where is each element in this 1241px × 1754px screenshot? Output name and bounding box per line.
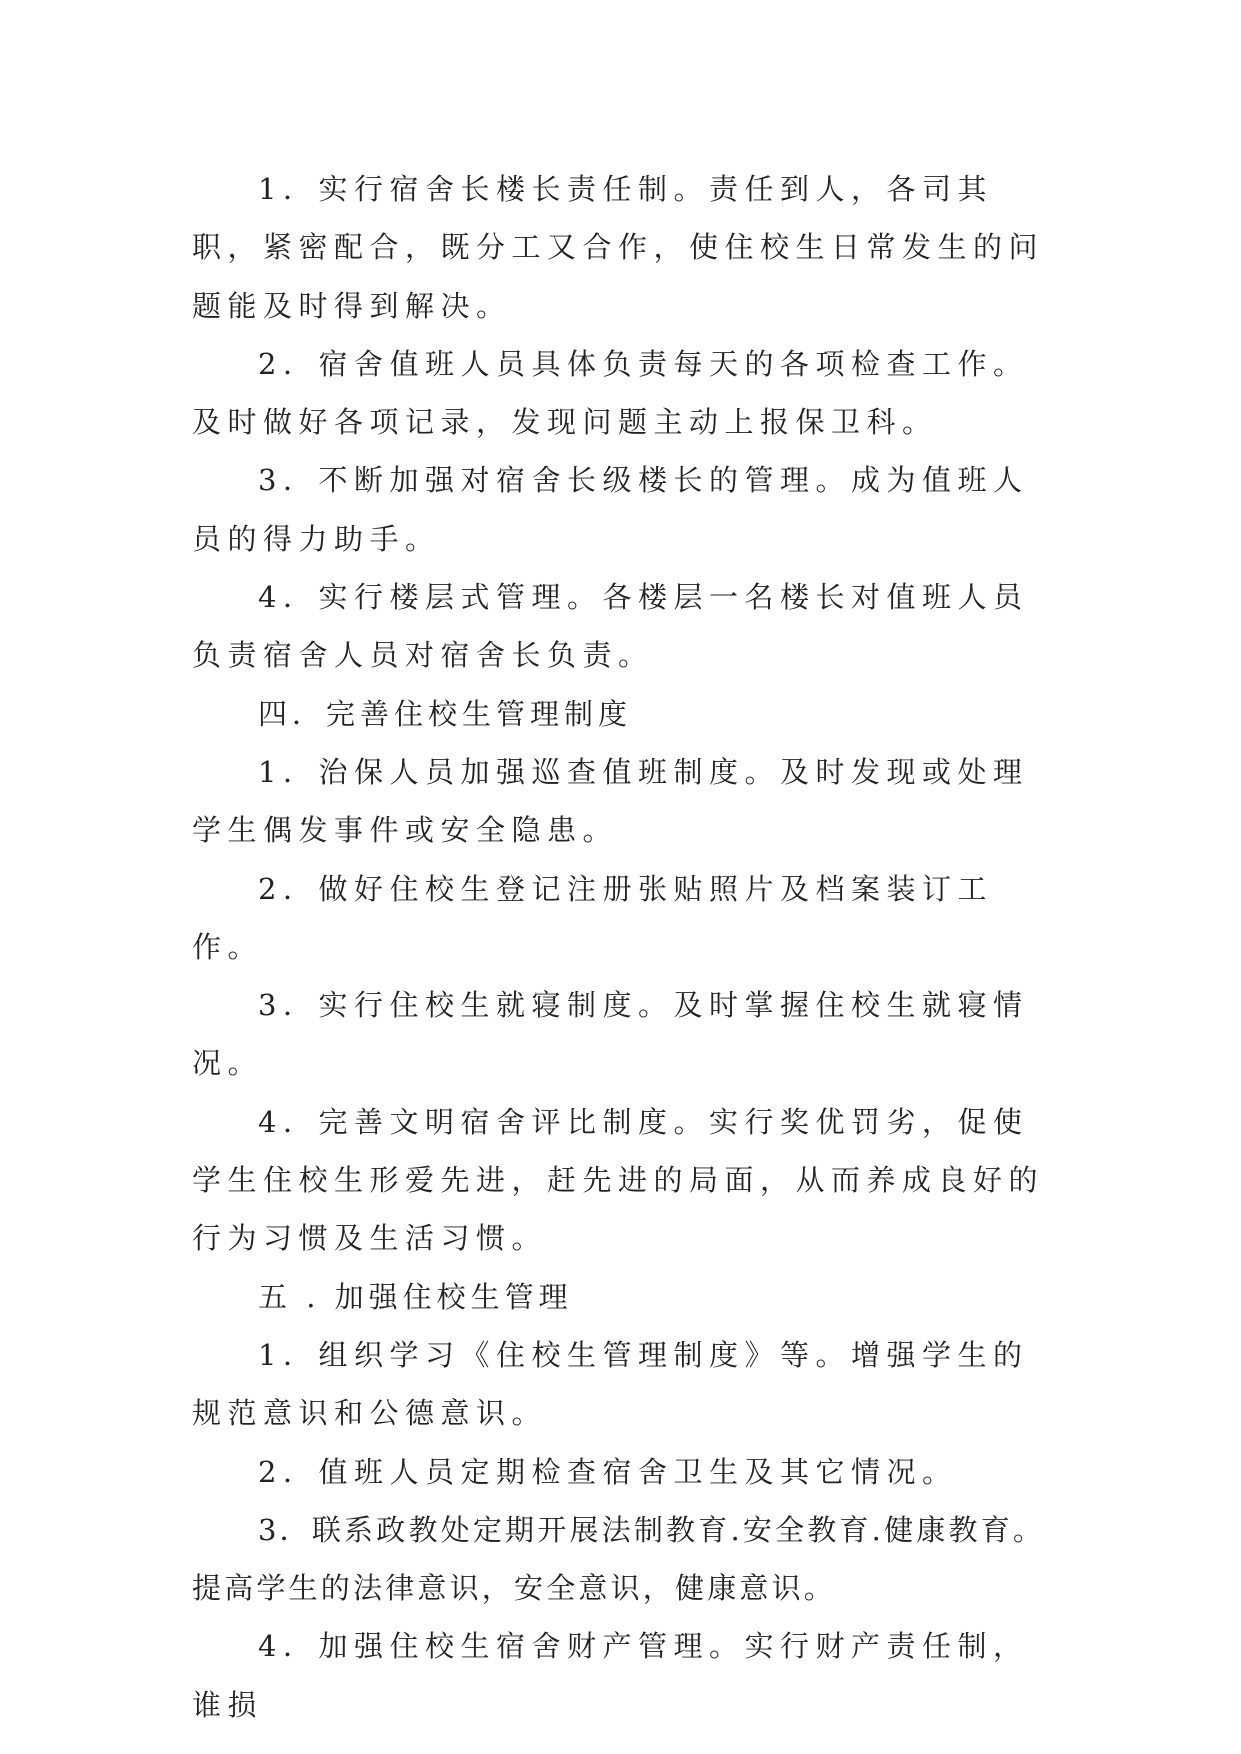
paragraph-item-4-2: 2．做好住校生登记注册张贴照片及档案装订工作。 [192,871,993,964]
paragraph-item-5-4: 4．加强住校生宿舍财产管理。实行财产责任制，谁损 [192,1629,1029,1722]
paragraph-item-4-4: 4．完善文明宿舍评比制度。实行奖优罚劣，促使学生住校生形爱先进，赶先进的局面，从而养成良好的行为习惯及生活习惯。 [192,1104,1045,1256]
paragraph-item-4-1: 1．治保人员加强巡查值班制度。及时发现或处理学生偶发事件或安全隐患。 [192,754,1029,848]
section-heading-5: 五 . 加强住校生管理 [258,1279,573,1314]
paragraph-item-3-4: 4．实行楼层式管理。各楼层一名楼长对值班人员负责宿舍人员对宿舍长负责。 [192,580,1029,673]
paragraph-item-5-3: 3．联系政教处定期开展法制教育.安全教育.健康教育。提高学生的法律意识，安全意识，健康意识。 [192,1512,1046,1606]
paragraph-item-5-2: 2．值班人员定期检查宿舍卫生及其它情况。 [258,1454,958,1489]
paragraph-item-3-2: 2．宿舍值班人员具体负责每天的各项检查工作。及时做好各项记录，发现问题主动上报保卫科。 [192,346,1029,440]
document-body [192,160,1050,1734]
paragraph-item-3-1: 1．实行宿舍长楼长责任制。责任到人，各司其职，紧密配合，既分工又合作，使住校生日常发生的问题能及时得到解决。 [192,172,1045,323]
paragraph-item-3-3: 3．不断加强对宿舍长级楼长的管理。成为值班人员的得力助手。 [192,463,1029,556]
section-heading-4: 四．完善住校生管理制度 [258,696,633,731]
paragraph-item-5-1: 1．组织学习《住校生管理制度》等。增强学生的规范意识和公德意识。 [192,1337,1029,1431]
paragraph-item-4-3: 3．实行住校生就寝制度。及时掌握住校生就寝情况。 [192,988,1029,1081]
